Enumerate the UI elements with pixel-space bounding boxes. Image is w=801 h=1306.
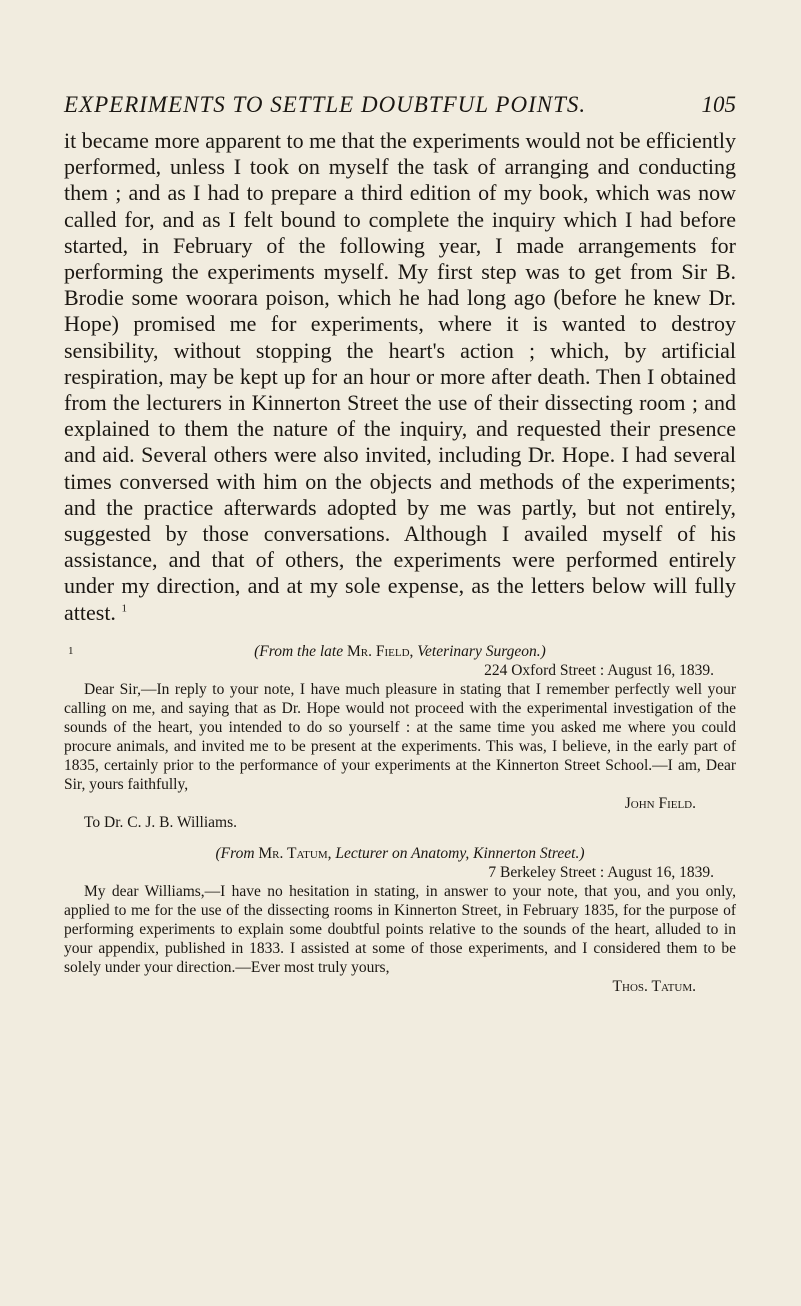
letter-signature: Thos. Tatum. [612,977,696,995]
letter-body: Dear Sir,—In reply to your note, I have much pleasure in stating that I remember perfectly well your calling on me, and saying that as Dr. Hope would not proceed with the experimental investigation of the sounds of the heart, you intended to do so yourself : at the same time you asked me where you could procure animals, and invited me to be present at the experiments. This was, I believe, in the early part of 1835, certainly prior to the performance of your experiments at the Kinnerton Street School.—I am, Dear Sir, yours faithfully, [64,680,736,793]
letter-recipient: To Dr. C. J. B. Williams. [84,813,238,831]
page-number: 105 [701,92,736,117]
page-header [64,92,736,128]
heading-prefix: (From [215,844,259,862]
main-paragraph-text: it became more apparent to me that the experiments would not be efficiently performed, unless I took on myself the task of arranging and conducting them ; and as I had to prepare a third edition of my book, which was now called for, and as I felt bound to complete the inquiry which I had before started, in February of the following year, I made arrangements for performing the experiments myself. My first step was to get from Sir B. Brodie some woorara poison, which he had long ago (before he knew Dr. Hope) promised me for experiments, where it is wanted to destroy sensibility, without stopping the heart's action ; which, by artificial respiration, may be kept up for an hour or more after death. Then I obtained from the lecturers in Kinnerton Street the use of their dissecting room ; and explained to them the nature of the inquiry, and requested their presence and aid. Several others were also invited, including Dr. Hope. I had several times conversed with him on the objects and methods of the experiments; and the practice afterwards adopted by me was partly, but not entirely, suggested by those conversations. Although I availed myself of his assistance, and that of others, the experiments were performed entirely under my direction, and at my sole expense, as the letters below will fully attest. [64,128,736,625]
letter-tatum [64,844,736,996]
signature-row [64,794,736,813]
signature-row [64,977,736,996]
heading-suffix: Veterinary Surgeon.) [413,642,546,660]
footnote-mark: 1 [68,644,74,657]
heading-prefix: (From the late [254,642,347,660]
letter-body: My dear Williams,—I have no hesitation in stating, in answer to your note, that you, and you only, applied to me for the use of the dissecting rooms in Kinnerton Street, in February 1835, for the purpose of performing experiments to explain some doubtful points relative to the sounds of the heart, alluded to in your appendix, published in 1833. I assisted at some of those experiments, and I considered them to be solely under your direction.—Ever most truly yours, [64,882,736,976]
letter-heading [64,642,736,661]
main-paragraph [64,128,736,626]
letter-signature: John Field. [624,794,696,812]
letter-heading [64,844,736,863]
heading-name: Mr. Field, [346,642,414,660]
letter-dateline: 7 Berkeley Street : August 16, 1839. [488,863,714,881]
letter-field [64,642,736,832]
footnote-reference: 1 [121,602,127,615]
footnotes [64,642,736,996]
letter-dateline: 224 Oxford Street : August 16, 1839. [484,661,714,679]
running-title: EXPERIMENTS TO SETTLE DOUBTFUL POINTS. [64,92,587,117]
heading-suffix: Lecturer on Anatomy, Kinnerton Street.) [331,844,585,862]
book-page [64,92,736,1008]
heading-name: Mr. Tatum, [258,844,332,862]
